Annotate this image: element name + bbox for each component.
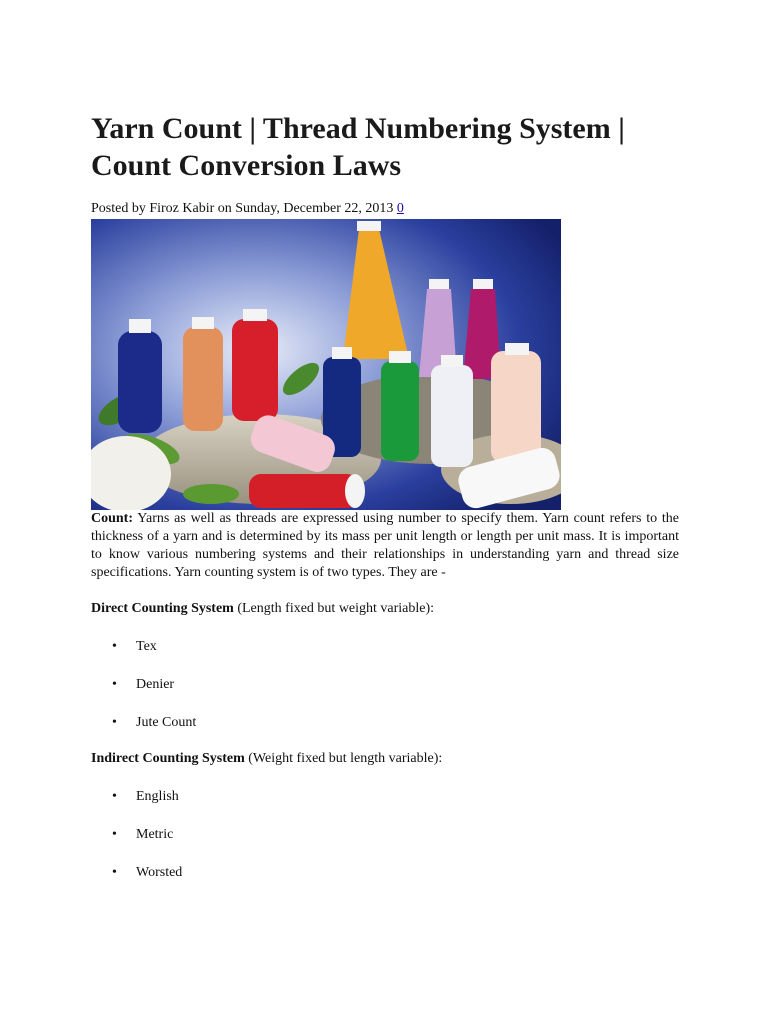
list-item: • Worsted (112, 865, 183, 880)
direct-heading-note: (Length fixed but weight variable): (237, 601, 435, 616)
list-item: • Denier (112, 677, 175, 692)
list-item: • Tex (112, 639, 157, 654)
direct-heading-label: Direct Counting System (91, 601, 234, 616)
direct-system-heading (91, 600, 679, 618)
article (91, 110, 679, 882)
list-item: • English (112, 789, 179, 804)
indirect-system-list (91, 788, 679, 882)
direct-system-list (91, 638, 679, 732)
indirect-system-heading (91, 750, 679, 768)
indirect-heading-label: Indirect Counting System (91, 751, 245, 766)
byline (91, 200, 679, 218)
indirect-heading-note: (Weight fixed but length variable): (248, 751, 443, 766)
list-item: • Metric (112, 827, 174, 842)
intro-paragraph (91, 510, 679, 582)
intro-lead: Count: (91, 511, 134, 526)
list-item: • Jute Count (112, 715, 197, 730)
byline-text: Posted by Firoz Kabir on Sunday, December 22, 2013 (91, 201, 394, 216)
article-title: Yarn Count | Thread Numbering System | Count Conversion Laws (91, 112, 625, 182)
comment-count-link[interactable]: 0 (396, 201, 404, 216)
thread-spools-photo (91, 219, 561, 510)
intro-text: Yarns as well as threads are expressed using number to specify them. Yarn count refers to the thickness of a yarn and is determined by its mass per unit length or length per unit mass. It is important to know various numbering systems and their relationships in understanding yarn and thread size specifications. Yarn counting system is of two types. They are - (91, 511, 680, 580)
